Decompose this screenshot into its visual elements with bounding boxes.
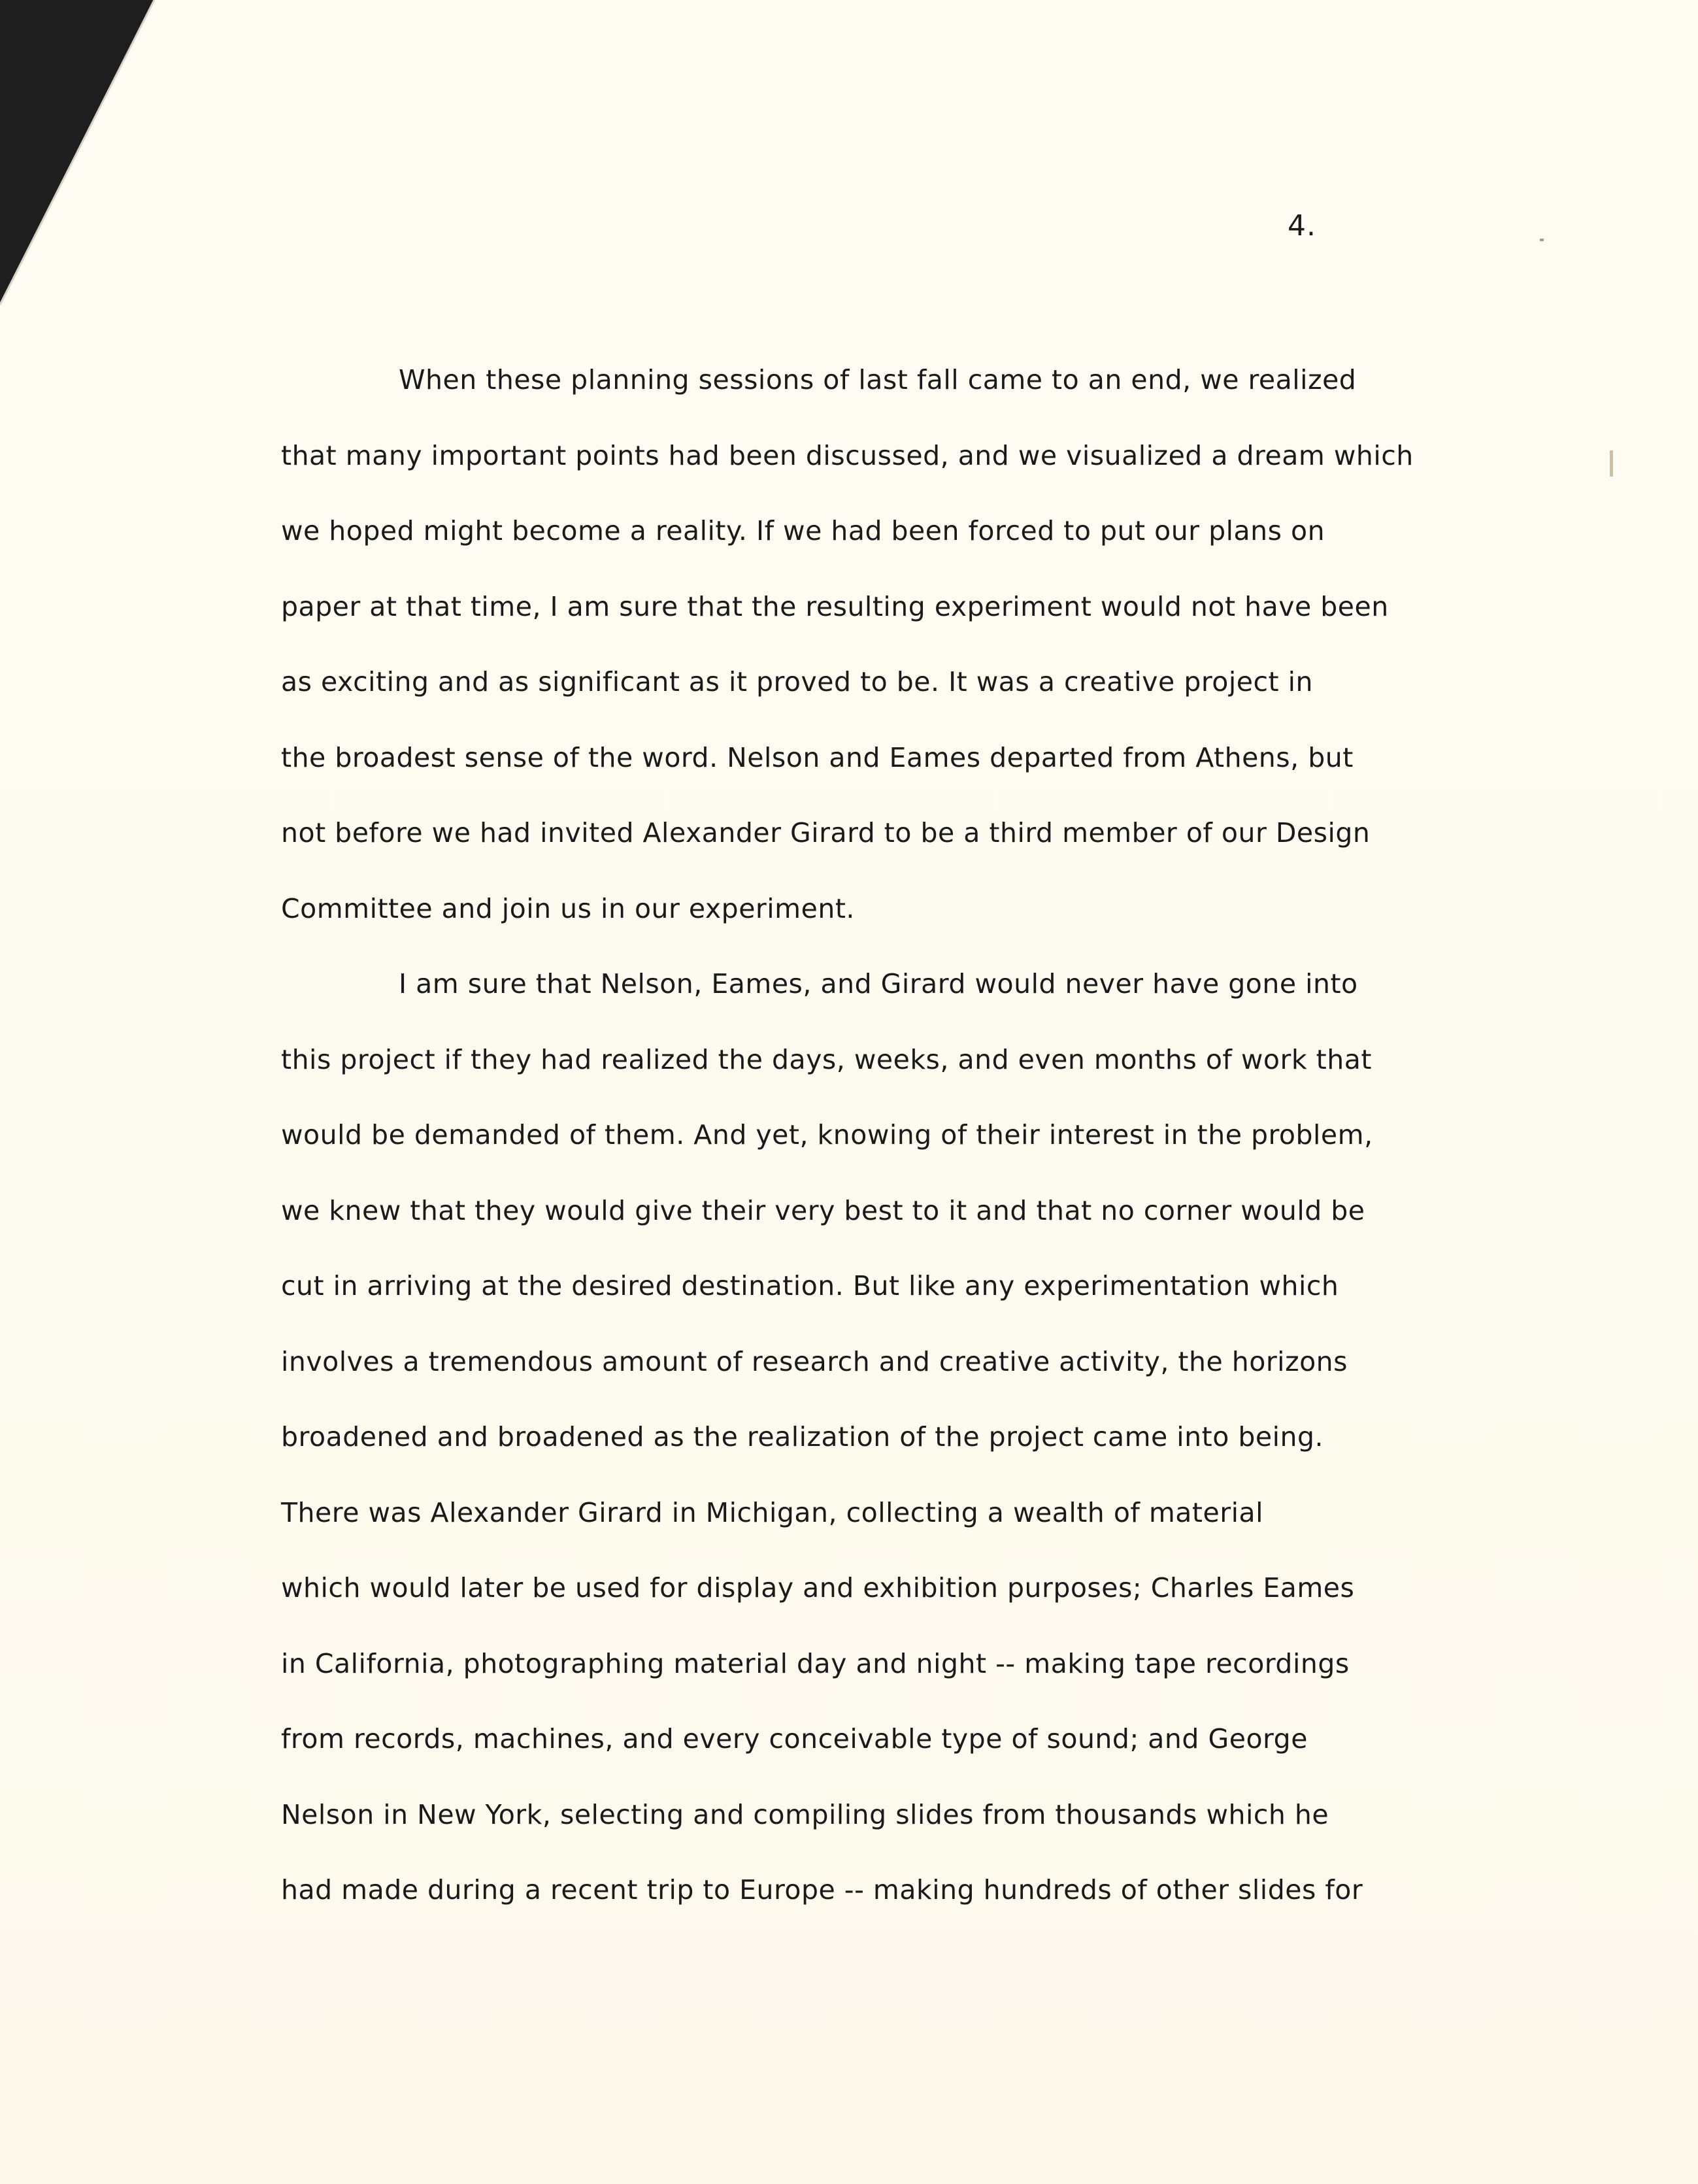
text-line: Committee and join us in our experiment.: [281, 892, 855, 924]
text-line: When these planning sessions of last fall came to an end, we realized: [399, 364, 1357, 395]
page-number: 4.: [1288, 209, 1316, 243]
text-line: we knew that they would give their very best to it and that no corner would be: [281, 1194, 1365, 1226]
text-line: involves a tremendous amount of research and creative activity, the horizons: [281, 1345, 1348, 1377]
document-body: [281, 358, 1523, 1944]
paper-blemish: [1540, 239, 1544, 241]
text-line: this project if they had realized the days, weeks, and even months of work that: [281, 1043, 1372, 1075]
text-line: as exciting and as significant as it proved to be. It was a creative project in: [281, 666, 1314, 697]
text-line: we hoped might become a reality. If we had been forced to put our plans on: [281, 515, 1325, 546]
text-line: had made during a recent trip to Europe -- making hundreds of other slides for: [281, 1874, 1363, 1906]
text-line: which would later be used for display and exhibition purposes; Charles Eames: [281, 1572, 1355, 1604]
text-line: Nelson in New York, selecting and compiling slides from thousands which he: [281, 1798, 1329, 1830]
text-line: There was Alexander Girard in Michigan, collecting a wealth of material: [281, 1496, 1263, 1528]
text-line: that many important points had been discussed, and we visualized a dream which: [281, 439, 1414, 471]
text-line: in California, photographing material day and night -- making tape recordings: [281, 1647, 1350, 1679]
paper-blemish: [1610, 450, 1613, 477]
paragraph-1: [281, 358, 1523, 962]
text-line: from records, machines, and every conceivable type of sound; and George: [281, 1723, 1308, 1755]
text-line: not before we had invited Alexander Girard to be a third member of our Design: [281, 817, 1371, 848]
text-line: cut in arriving at the desired destination. But like any experimentation which: [281, 1270, 1339, 1302]
text-line: broadened and broadened as the realization of the project came into being.: [281, 1421, 1324, 1453]
text-line: paper at that time, I am sure that the resulting experiment would not have been: [281, 590, 1389, 622]
text-line: would be demanded of them. And yet, knowing of their interest in the problem,: [281, 1119, 1373, 1151]
text-line: I am sure that Nelson, Eames, and Girard would never have gone into: [399, 968, 1358, 1000]
dark-background-corner: [0, 0, 170, 307]
text-line: the broadest sense of the word. Nelson and Eames departed from Athens, but: [281, 741, 1354, 773]
paragraph-2: [281, 962, 1523, 1944]
